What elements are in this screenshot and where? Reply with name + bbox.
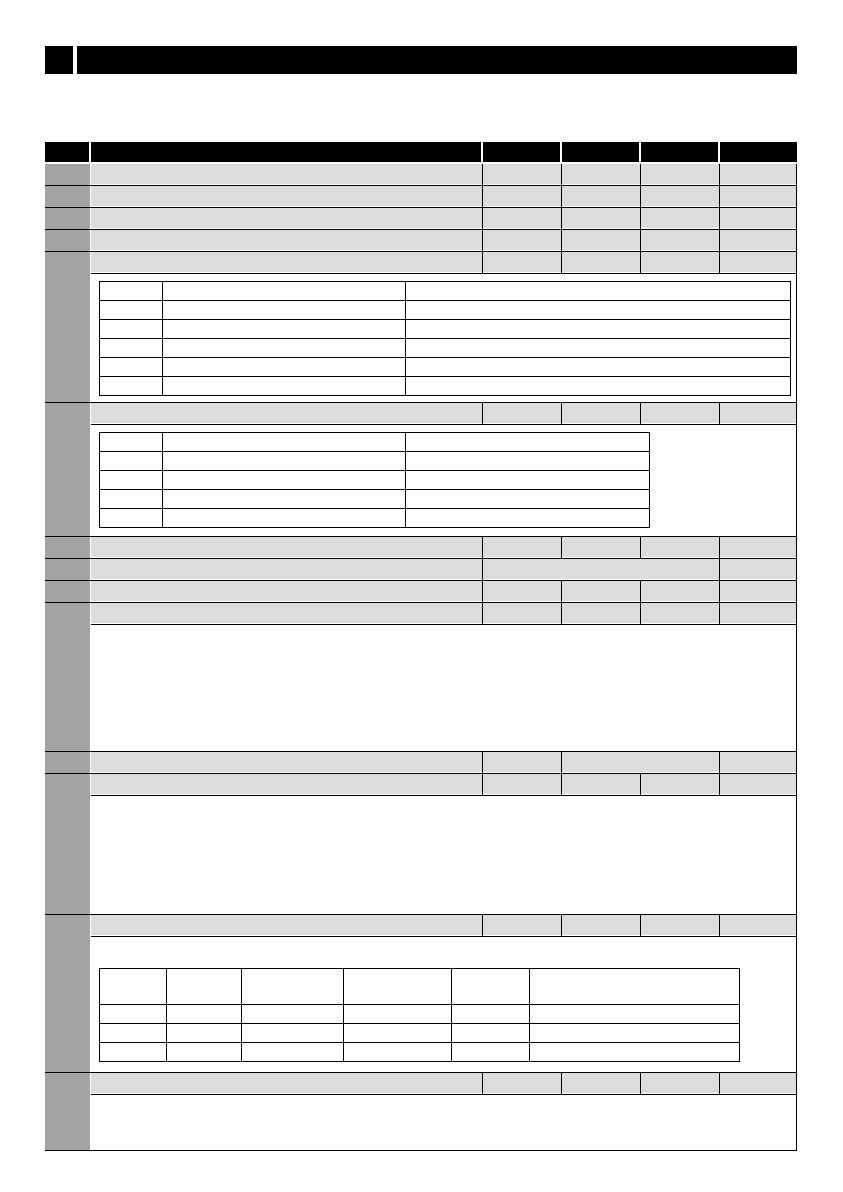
table-row — [91, 403, 797, 423]
table-row — [91, 252, 797, 272]
table-row — [91, 537, 797, 557]
table-row — [91, 1073, 797, 1093]
table-header-row — [45, 142, 797, 162]
table-row — [91, 774, 797, 794]
section-title-bar — [77, 46, 797, 74]
table-row — [91, 164, 797, 184]
table-row — [91, 581, 797, 601]
table-row — [91, 208, 797, 228]
table-row — [91, 186, 797, 206]
table-row — [91, 752, 797, 772]
table-row — [91, 915, 797, 935]
table-row — [91, 230, 797, 250]
table-row — [91, 603, 797, 623]
table-row — [91, 559, 797, 579]
section-number-tab — [45, 46, 73, 74]
